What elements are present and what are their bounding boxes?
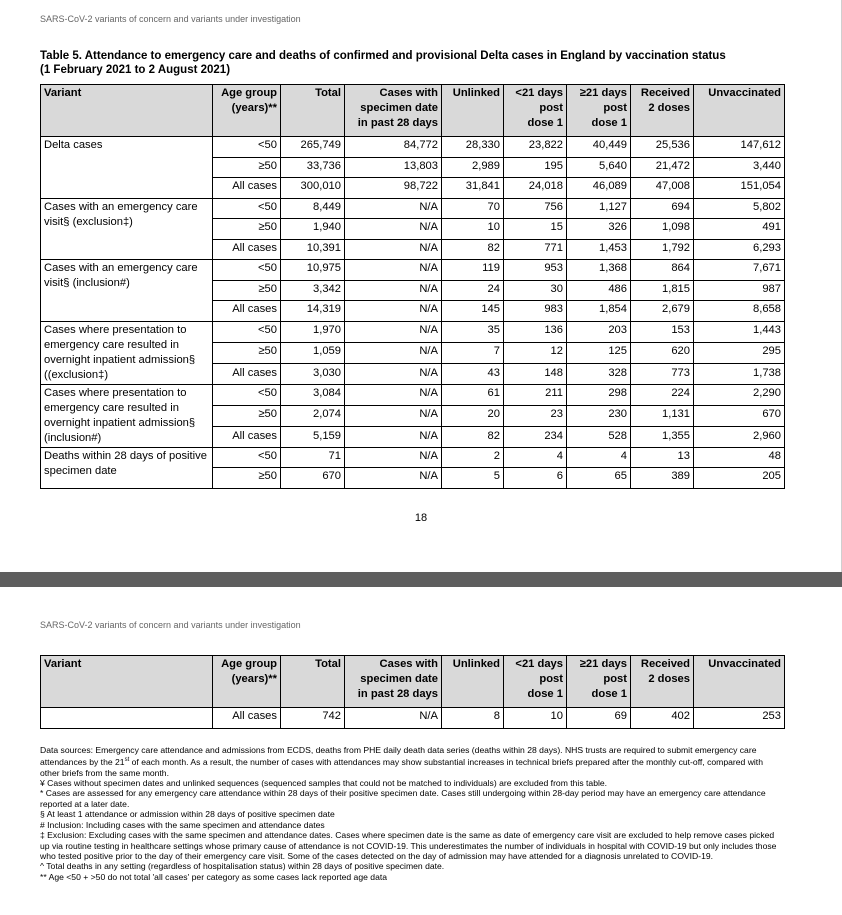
received-2-doses-cell: 13 (631, 447, 694, 468)
age-group-cell: <50 (213, 260, 281, 281)
total-cell: 33,736 (281, 157, 345, 178)
unlinked-cell: 5 (442, 468, 504, 489)
total-cell: 1,059 (281, 342, 345, 363)
lt21-days-cell: 148 (504, 363, 567, 384)
unlinked-cell: 70 (442, 198, 504, 219)
note-inclusion: # Inclusion: Including cases with the same specimen and attendance dates (40, 819, 325, 830)
variant-cell: Cases with an emergency care visit§ (inclusion#) (41, 260, 213, 322)
header-ge21-days-line: post (603, 673, 627, 685)
header-specimen-date-line: Cases with (379, 87, 438, 99)
header-specimen-date-line: specimen date (360, 673, 438, 685)
total-cell: 1,970 (281, 321, 345, 342)
received-2-doses-cell: 2,679 (631, 301, 694, 322)
unvaccinated-cell: 491 (694, 219, 785, 240)
lt21-days-cell: 195 (504, 157, 567, 178)
unlinked-cell: 2 (442, 447, 504, 468)
header-age-group-line: (years)** (231, 673, 277, 685)
specimen-date-cell: N/A (345, 239, 442, 260)
header-unvaccinated (694, 656, 785, 708)
specimen-date-cell: N/A (345, 198, 442, 219)
note-section: § At least 1 attendance or admission within 28 days of positive specimen date (40, 809, 335, 820)
specimen-date-cell: 98,722 (345, 178, 442, 199)
age-group-cell: All cases (213, 708, 281, 729)
header-ge21-days-line: dose 1 (591, 117, 627, 129)
unvaccinated-cell: 2,960 (694, 426, 785, 447)
lt21-days-cell: 4 (504, 447, 567, 468)
total-cell: 5,159 (281, 426, 345, 447)
total-cell: 2,074 (281, 405, 345, 426)
received-2-doses-cell: 47,008 (631, 178, 694, 199)
total-cell: 265,749 (281, 137, 345, 158)
unlinked-cell: 8 (442, 708, 504, 729)
age-group-cell: All cases (213, 239, 281, 260)
header-unvaccinated (694, 85, 785, 137)
specimen-date-cell: N/A (345, 384, 442, 405)
table-header (41, 85, 785, 137)
unvaccinated-cell: 5,802 (694, 198, 785, 219)
received-2-doses-cell: 1,355 (631, 426, 694, 447)
received-2-doses-cell: 224 (631, 384, 694, 405)
header-row (41, 85, 785, 137)
lt21-days-cell: 953 (504, 260, 567, 281)
note-exclusion: ‡ Exclusion: Excluding cases with the same specimen and attendance dates. Cases where specimen date is the same as date of emergency care visit are excluded to help remove cases picked up via routine testing in healthcare settings whose primary cause of attendance is not COVID-19. This underestimates the number of individuals in hospital with COVID-19 but only includes those who tested positive prior to the day of their emergency care visit. Some of the cases detected on the day of admission may have attended for a diagnosis unrelated to COVID-19. (40, 830, 777, 861)
header-ge21-days (567, 85, 631, 137)
ge21-days-cell: 298 (567, 384, 631, 405)
note-deaths: ^ Total deaths in any setting (regardless of hospitalisation status) within 28 days of positive specimen date. (40, 861, 445, 872)
header-specimen-date-line: in past 28 days (357, 117, 438, 129)
received-2-doses-cell: 1,098 (631, 219, 694, 240)
unvaccinated-cell: 2,290 (694, 384, 785, 405)
header-ge21-days-line: ≥21 days (579, 658, 627, 670)
document-page-2 (0, 587, 842, 915)
total-cell: 14,319 (281, 301, 345, 322)
header-lt21-days (504, 85, 567, 137)
age-group-cell: ≥50 (213, 468, 281, 489)
age-group-cell: All cases (213, 363, 281, 384)
total-cell: 71 (281, 447, 345, 468)
vaccination-status-table-continued (40, 655, 785, 729)
unlinked-cell: 20 (442, 405, 504, 426)
total-cell: 8,449 (281, 198, 345, 219)
ge21-days-cell: 486 (567, 280, 631, 301)
specimen-date-cell: N/A (345, 708, 442, 729)
note-age: ** Age <50 + >50 do not total 'all cases' per category as some cases lack reported age data (40, 871, 388, 882)
unvaccinated-cell: 6,293 (694, 239, 785, 260)
unlinked-cell: 119 (442, 260, 504, 281)
total-cell: 10,975 (281, 260, 345, 281)
age-group-cell: All cases (213, 178, 281, 199)
unlinked-cell: 145 (442, 301, 504, 322)
table-row (41, 447, 785, 468)
table-row (41, 198, 785, 219)
vaccination-status-table (40, 84, 785, 489)
lt21-days-cell: 15 (504, 219, 567, 240)
age-group-cell: All cases (213, 426, 281, 447)
specimen-date-cell: 84,772 (345, 137, 442, 158)
age-group-cell: ≥50 (213, 219, 281, 240)
header-lt21-days (504, 656, 567, 708)
received-2-doses-cell: 620 (631, 342, 694, 363)
lt21-days-cell: 10 (504, 708, 567, 729)
total-cell: 10,391 (281, 239, 345, 260)
ge21-days-cell: 40,449 (567, 137, 631, 158)
age-group-cell: <50 (213, 447, 281, 468)
variant-cell: Cases where presentation to emergency care resulted in overnight inpatient admission§ (inclusion#) (41, 384, 213, 447)
page-number: 18 (414, 512, 428, 524)
table-title-line-1: Table 5. Attendance to emergency care and deaths of confirmed and provisional Delta cases in England by vaccination status (40, 50, 726, 62)
unlinked-cell: 10 (442, 219, 504, 240)
age-group-cell: <50 (213, 384, 281, 405)
header-lt21-days-line: post (539, 102, 563, 114)
unvaccinated-cell: 48 (694, 447, 785, 468)
table-title-line-2: (1 February 2021 to 2 August 2021) (40, 64, 231, 76)
header-specimen-date-line: specimen date (360, 102, 438, 114)
header-ge21-days-line: dose 1 (591, 688, 627, 700)
specimen-date-cell: N/A (345, 426, 442, 447)
specimen-date-cell: N/A (345, 219, 442, 240)
header-age-group-line: Age group (221, 87, 277, 99)
unlinked-cell: 61 (442, 384, 504, 405)
running-header: SARS-CoV-2 variants of concern and variants under investigation (40, 14, 301, 24)
ge21-days-cell: 1,453 (567, 239, 631, 260)
variant-cell: Deaths within 28 days of positive specimen date (41, 447, 213, 488)
received-2-doses-cell: 25,536 (631, 137, 694, 158)
age-group-cell: ≥50 (213, 342, 281, 363)
header-variant (41, 85, 213, 137)
specimen-date-cell: N/A (345, 280, 442, 301)
unlinked-cell: 43 (442, 363, 504, 384)
header-unlinked-line: Unlinked (452, 87, 500, 99)
unlinked-cell: 7 (442, 342, 504, 363)
specimen-date-cell: N/A (345, 342, 442, 363)
table-body (41, 137, 785, 489)
unlinked-cell: 2,989 (442, 157, 504, 178)
age-group-cell: <50 (213, 137, 281, 158)
header-received-2-doses-line: 2 doses (648, 673, 690, 685)
age-group-cell: ≥50 (213, 405, 281, 426)
variant-cell: Delta cases (41, 137, 213, 199)
lt21-days-cell: 756 (504, 198, 567, 219)
ge21-days-cell: 46,089 (567, 178, 631, 199)
header-unlinked-line: Unlinked (452, 658, 500, 670)
received-2-doses-cell: 694 (631, 198, 694, 219)
ge21-days-cell: 1,368 (567, 260, 631, 281)
header-age-group-line: (years)** (231, 102, 277, 114)
total-cell: 1,940 (281, 219, 345, 240)
header-age-group-line: Age group (221, 658, 277, 670)
header-total-line: Total (315, 658, 341, 670)
header-lt21-days-line: <21 days (515, 87, 563, 99)
unlinked-cell: 82 (442, 426, 504, 447)
header-ge21-days-line: ≥21 days (579, 87, 627, 99)
ge21-days-cell: 328 (567, 363, 631, 384)
received-2-doses-cell: 1,131 (631, 405, 694, 426)
ge21-days-cell: 528 (567, 426, 631, 447)
specimen-date-cell: N/A (345, 321, 442, 342)
age-group-cell: <50 (213, 321, 281, 342)
lt21-days-cell: 983 (504, 301, 567, 322)
specimen-date-cell: N/A (345, 301, 442, 322)
header-ge21-days (567, 656, 631, 708)
header-specimen-date (345, 85, 442, 137)
ge21-days-cell: 326 (567, 219, 631, 240)
age-group-cell: ≥50 (213, 280, 281, 301)
age-group-cell: All cases (213, 301, 281, 322)
lt21-days-cell: 6 (504, 468, 567, 489)
received-2-doses-cell: 1,815 (631, 280, 694, 301)
variant-cell: Cases with an emergency care visit§ (exclusion‡) (41, 198, 213, 260)
unlinked-cell: 82 (442, 239, 504, 260)
variant-cell: Cases where presentation to emergency care resulted in overnight inpatient admission§ ((exclusion‡) (41, 321, 213, 384)
note-data-sources: Data sources: Emergency care attendance and admissions from ECDS, deaths from PHE daily death data series (deaths within 28 days). NHS trusts are required to submit emergency care attendances by the 21st of each month. As a result, the number of cases with attendances may show substantial increases in technical briefs prepared after the monthly cut-off, compared with other briefs from the same month. (40, 745, 763, 778)
unvaccinated-cell: 987 (694, 280, 785, 301)
table-row (41, 384, 785, 405)
header-lt21-days-line: dose 1 (527, 688, 563, 700)
lt21-days-cell: 136 (504, 321, 567, 342)
total-cell: 3,084 (281, 384, 345, 405)
header-lt21-days-line: post (539, 673, 563, 685)
header-lt21-days-line: dose 1 (527, 117, 563, 129)
header-ge21-days-line: post (603, 102, 627, 114)
lt21-days-cell: 771 (504, 239, 567, 260)
header-unlinked (442, 656, 504, 708)
lt21-days-cell: 24,018 (504, 178, 567, 199)
note-yen: ¥ Cases without specimen dates and unlinked sequences (sequenced samples that could not be matched to individuals) are excluded from this table. (40, 778, 608, 789)
lt21-days-cell: 234 (504, 426, 567, 447)
age-group-cell: ≥50 (213, 157, 281, 178)
table-header-continued (41, 656, 785, 708)
unvaccinated-cell: 205 (694, 468, 785, 489)
unvaccinated-cell: 1,738 (694, 363, 785, 384)
ge21-days-cell: 125 (567, 342, 631, 363)
specimen-date-cell: N/A (345, 468, 442, 489)
table-row (41, 708, 785, 729)
unlinked-cell: 28,330 (442, 137, 504, 158)
header-received-2-doses (631, 85, 694, 137)
total-cell: 742 (281, 708, 345, 729)
ge21-days-cell: 4 (567, 447, 631, 468)
header-specimen-date (345, 656, 442, 708)
table-body-continued (41, 708, 785, 729)
header-specimen-date-line: Cases with (379, 658, 438, 670)
total-cell: 300,010 (281, 178, 345, 199)
lt21-days-cell: 211 (504, 384, 567, 405)
ge21-days-cell: 230 (567, 405, 631, 426)
running-header-page-2: SARS-CoV-2 variants of concern and variants under investigation (40, 620, 301, 630)
received-2-doses-cell: 1,792 (631, 239, 694, 260)
header-variant-line: Variant (44, 87, 82, 99)
age-group-cell: <50 (213, 198, 281, 219)
lt21-days-cell: 23,822 (504, 137, 567, 158)
header-age-group (213, 656, 281, 708)
total-cell: 3,342 (281, 280, 345, 301)
unvaccinated-cell: 3,440 (694, 157, 785, 178)
received-2-doses-cell: 153 (631, 321, 694, 342)
unvaccinated-cell: 8,658 (694, 301, 785, 322)
unlinked-cell: 35 (442, 321, 504, 342)
page-gutter (0, 572, 842, 587)
unvaccinated-cell: 147,612 (694, 137, 785, 158)
received-2-doses-cell: 389 (631, 468, 694, 489)
lt21-days-cell: 12 (504, 342, 567, 363)
table-row (41, 321, 785, 342)
header-age-group (213, 85, 281, 137)
header-lt21-days-line: <21 days (515, 658, 563, 670)
specimen-date-cell: N/A (345, 260, 442, 281)
specimen-date-cell: N/A (345, 447, 442, 468)
received-2-doses-cell: 773 (631, 363, 694, 384)
lt21-days-cell: 30 (504, 280, 567, 301)
header-variant (41, 656, 213, 708)
header-unvaccinated-line: Unvaccinated (708, 658, 781, 670)
unvaccinated-cell: 670 (694, 405, 785, 426)
specimen-date-cell: N/A (345, 405, 442, 426)
received-2-doses-cell: 402 (631, 708, 694, 729)
table-notes (40, 745, 780, 882)
header-received-2-doses-line: 2 doses (648, 102, 690, 114)
table-row (41, 260, 785, 281)
table-row (41, 137, 785, 158)
variant-cell (41, 708, 213, 729)
header-total (281, 656, 345, 708)
total-cell: 670 (281, 468, 345, 489)
unlinked-cell: 24 (442, 280, 504, 301)
unlinked-cell: 31,841 (442, 178, 504, 199)
ge21-days-cell: 65 (567, 468, 631, 489)
header-specimen-date-line: in past 28 days (357, 688, 438, 700)
header-total (281, 85, 345, 137)
specimen-date-cell: 13,803 (345, 157, 442, 178)
header-received-2-doses-line: Received (640, 658, 690, 670)
table-title (40, 49, 800, 77)
lt21-days-cell: 23 (504, 405, 567, 426)
ge21-days-cell: 5,640 (567, 157, 631, 178)
unvaccinated-cell: 151,054 (694, 178, 785, 199)
header-row (41, 656, 785, 708)
ge21-days-cell: 203 (567, 321, 631, 342)
received-2-doses-cell: 864 (631, 260, 694, 281)
ge21-days-cell: 69 (567, 708, 631, 729)
received-2-doses-cell: 21,472 (631, 157, 694, 178)
header-total-line: Total (315, 87, 341, 99)
header-unlinked (442, 85, 504, 137)
specimen-date-cell: N/A (345, 363, 442, 384)
unvaccinated-cell: 7,671 (694, 260, 785, 281)
unvaccinated-cell: 295 (694, 342, 785, 363)
note-asterisk: * Cases are assessed for any emergency care attendance within 28 days of their positive specimen date. Cases still undergoing within 28-day period may have an emergency care attendance reported at a later date. (40, 788, 766, 809)
total-cell: 3,030 (281, 363, 345, 384)
ge21-days-cell: 1,854 (567, 301, 631, 322)
header-unvaccinated-line: Unvaccinated (708, 87, 781, 99)
header-variant-line: Variant (44, 658, 82, 670)
unvaccinated-cell: 253 (694, 708, 785, 729)
ge21-days-cell: 1,127 (567, 198, 631, 219)
header-received-2-doses-line: Received (640, 87, 690, 99)
unvaccinated-cell: 1,443 (694, 321, 785, 342)
header-received-2-doses (631, 656, 694, 708)
